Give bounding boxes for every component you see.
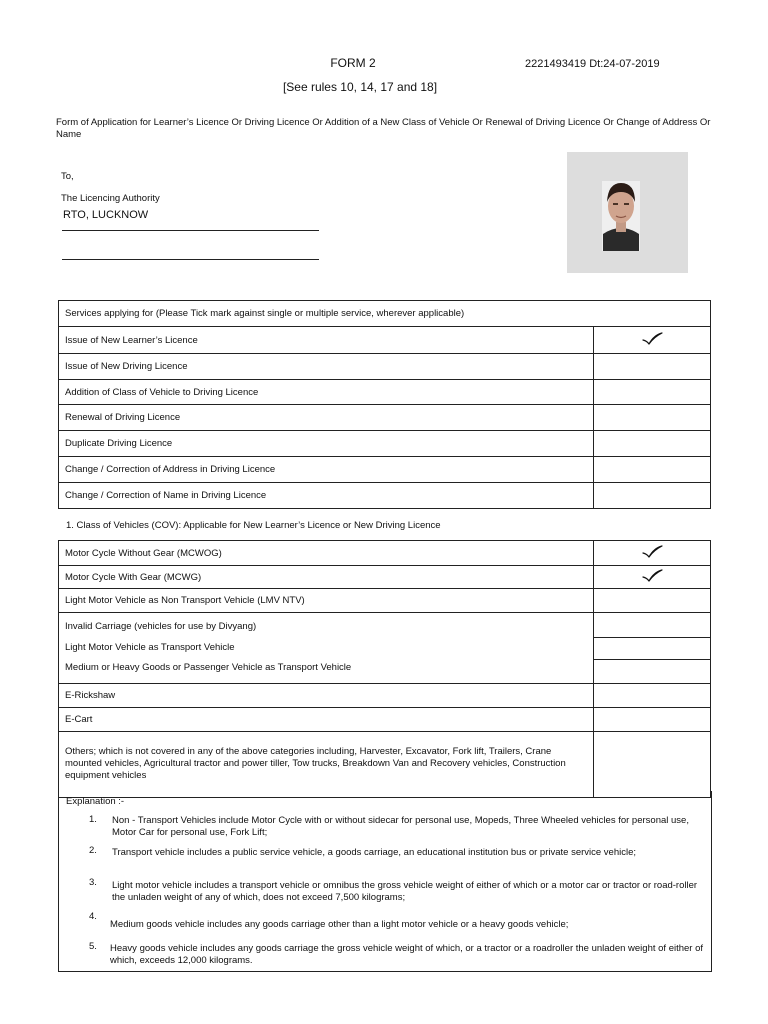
service-label: Change / Correction of Address in Driving Licence <box>59 457 594 483</box>
cov-checkbox[interactable] <box>594 731 711 797</box>
cov-label: Medium or Heavy Goods or Passenger Vehicle as Transport Vehicle <box>65 662 352 673</box>
application-reference: 2221493419 Dt:24-07-2019 <box>525 58 660 70</box>
address-line-1 <box>62 230 319 231</box>
service-label: Issue of New Driving Licence <box>59 354 594 380</box>
service-row <box>59 354 711 380</box>
person-photo-icon <box>567 152 688 273</box>
service-checkbox[interactable] <box>594 483 711 509</box>
cov-table <box>58 540 711 798</box>
explanation-label: Explanation :- <box>66 796 125 807</box>
cov-row <box>59 589 711 613</box>
cov-label: Light Motor Vehicle as Transport Vehicle <box>65 641 235 653</box>
service-label: Addition of Class of Vehicle to Driving Licence <box>59 380 594 405</box>
explanation-text: Light motor vehicle includes a transport vehicle or omnibus the gross vehicle weight of either of which or a motor car or tractor or road-roller the unladen weight of any of which, does not exceed 7,500 kilograms; <box>112 880 698 903</box>
cov-row <box>59 566 711 589</box>
service-label: Renewal of Driving Licence <box>59 405 594 431</box>
service-label: Issue of New Learner’s Licence <box>59 327 594 354</box>
explanation-number: 5. <box>89 941 97 952</box>
cov-row-group <box>59 613 711 684</box>
cov-row <box>59 541 711 566</box>
applicant-photo <box>567 152 688 273</box>
cov-row <box>59 707 711 731</box>
cov-row <box>59 683 711 707</box>
cov-label: Light Motor Vehicle as Non Transport Vehicle (LMV NTV) <box>59 589 594 613</box>
cov-checkbox[interactable] <box>593 638 711 660</box>
cov-checkbox[interactable] <box>594 707 711 731</box>
cov-checkbox[interactable] <box>594 683 711 707</box>
service-checkbox[interactable] <box>594 354 711 380</box>
service-row <box>59 327 711 354</box>
rto-office: RTO, LUCKNOW <box>63 209 149 221</box>
service-row <box>59 483 711 509</box>
form-title: FORM 2 <box>330 56 376 70</box>
cov-label: Motor Cycle Without Gear (MCWOG) <box>59 541 594 566</box>
service-row <box>59 457 711 483</box>
explanation-number: 1. <box>89 814 97 825</box>
service-checkbox[interactable] <box>594 405 711 431</box>
cov-checkbox[interactable] <box>593 613 711 638</box>
service-checkbox[interactable] <box>594 457 711 483</box>
cov-label: Others; which is not covered in any of the above categories including, Harvester, Excavator, Fork lift, Trailers, Crane mounted vehicles, Agricultural tractor and power tiller, Tow trucks, Breakdown Van and Recovery vehicles, Construction equipment vehicles <box>59 731 594 797</box>
explanation-text: Heavy goods vehicle includes any goods carriage the gross vehicle weight of which, or a tractor or a roadroller the unladen weight of either of which, exceeds 12,000 kilograms. <box>110 943 704 966</box>
cov-checkbox[interactable] <box>594 566 711 589</box>
cov-heading: 1. Class of Vehicles (COV): Applicable for New Learner’s Licence or New Driving Licence <box>66 520 441 531</box>
explanation-text: Medium goods vehicle includes any goods carriage other than a light motor vehicle or a heavy goods vehicle; <box>110 919 569 930</box>
cov-group-labels <box>59 613 594 684</box>
explanation-number: 4. <box>89 911 97 922</box>
addressee-to: To, <box>61 171 74 182</box>
cov-checkbox[interactable] <box>594 541 711 566</box>
service-checkbox[interactable] <box>594 327 711 354</box>
explanation-number: 2. <box>89 845 97 856</box>
service-label: Duplicate Driving Licence <box>59 431 594 457</box>
cov-label: Motor Cycle With Gear (MCWG) <box>59 566 594 589</box>
cov-label: E-Cart <box>59 707 594 731</box>
cov-row <box>59 731 711 797</box>
service-row <box>59 405 711 431</box>
cov-label: Invalid Carriage (vehicles for use by Divyang) <box>65 621 257 632</box>
cov-checkbox[interactable] <box>594 660 710 680</box>
services-heading: Services applying for (Please Tick mark against single or multiple service, wherever applicable) <box>59 301 711 327</box>
check-icon <box>641 332 663 346</box>
explanation-text: Transport vehicle includes a public service vehicle, a goods carriage, an educational institution bus or private service vehicle; <box>112 847 637 858</box>
rules-reference: [See rules 10, 14, 17 and 18] <box>282 80 438 94</box>
form-description: Form of Application for Learner’s Licence Or Driving Licence Or Addition of a New Class of Vehicle Or Renewal of Driving Licence Or Change of Address Or Name <box>56 117 711 140</box>
cov-group-checkboxes <box>594 613 711 684</box>
service-row <box>59 380 711 405</box>
check-icon <box>641 569 663 583</box>
licensing-authority-label: The Licencing Authority <box>61 193 160 204</box>
explanation-number: 3. <box>89 877 97 888</box>
cov-label: E-Rickshaw <box>59 683 594 707</box>
service-checkbox[interactable] <box>594 431 711 457</box>
cov-checkbox[interactable] <box>594 589 711 613</box>
service-label: Change / Correction of Name in Driving Licence <box>59 483 594 509</box>
address-line-2 <box>62 259 319 260</box>
explanation-text: Non - Transport Vehicles include Motor Cycle with or without sidecar for personal use, Mopeds, Three Wheeled vehicles for personal use, Motor Car for personal use, Fork Lift; <box>112 815 689 838</box>
services-table <box>58 300 711 509</box>
check-icon <box>641 545 663 559</box>
service-row <box>59 431 711 457</box>
service-checkbox[interactable] <box>594 380 711 405</box>
